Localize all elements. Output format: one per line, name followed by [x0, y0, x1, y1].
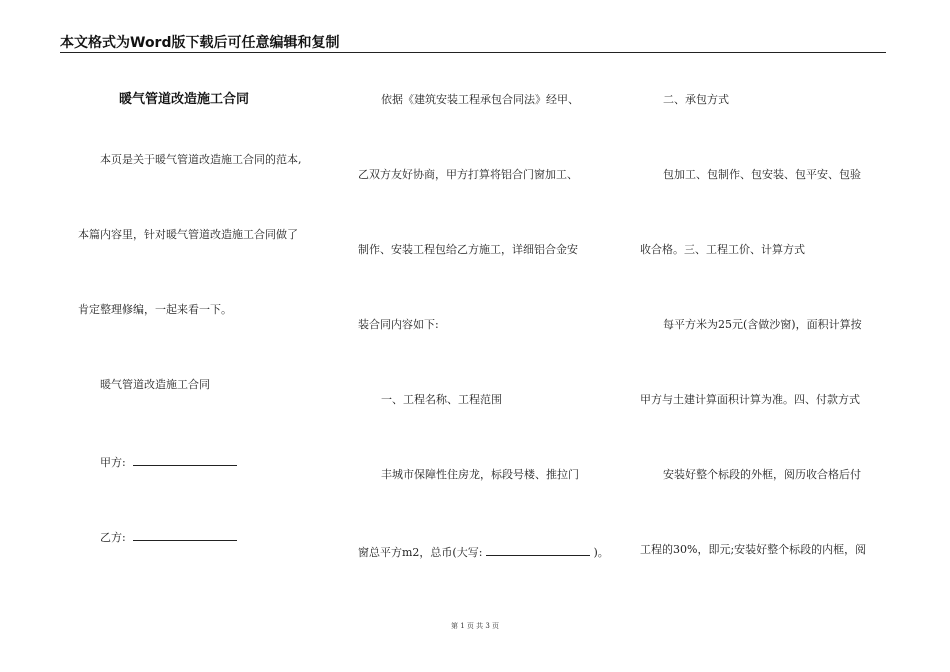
col3-line-2: 包加工、包制作、包安装、包平安、包验 [663, 168, 861, 181]
party-a-blank [133, 453, 237, 466]
col1-line-1: 本页是关于暖气管道改造施工合同的范本, [100, 153, 302, 166]
header-divider [60, 52, 886, 53]
document-banner: 本文格式为Word版下载后可任意编辑和复制 [60, 35, 340, 51]
col1-line-3: 肯定整理修编，一起来看一下。 [78, 303, 232, 316]
col2-line-5: 一、工程名称、工程范围 [381, 393, 502, 406]
col3-line-1: 二、承包方式 [663, 93, 729, 106]
page-number: 第 1 页 共 3 页 [450, 622, 500, 630]
col2-line-6: 丰城市保障性住房龙，标段号楼、推拉门 [381, 468, 579, 481]
col2-line-4: 装合同内容如下: [358, 318, 439, 331]
total-suffix: )。 [593, 546, 609, 559]
party-b-blank [133, 528, 237, 541]
total-prefix: 窗总平方m2，总币(大写: [358, 546, 483, 559]
col3-line-7: 工程的30%，即元;安装好整个标段的内框，阅 [640, 543, 867, 556]
col3-line-5: 甲方与土建计算面积计算为准。四、付款方式 [640, 393, 860, 406]
party-b-label: 乙方: [100, 531, 126, 544]
col1-line-4: 暖气管道改造施工合同 [100, 378, 210, 391]
col3-line-6: 安装好整个标段的外框，阅历收合格后付 [663, 468, 861, 481]
party-a-row [100, 453, 237, 470]
col2-line-3: 制作、安装工程包给乙方施工，详细铝合金安 [358, 243, 578, 256]
col1-line-2: 本篇内容里，针对暖气管道改造施工合同做了 [78, 228, 298, 241]
contract-title: 暖气管道改造施工合同 [119, 92, 250, 107]
col2-line-2: 乙双方友好协商，甲方打算将铝合门窗加工、 [358, 168, 578, 181]
total-amount-blank [486, 543, 590, 556]
party-b-row [100, 528, 237, 545]
col3-line-4: 每平方米为25元(含做沙窗)，面积计算按 [663, 318, 862, 331]
col2-total-row [358, 543, 609, 560]
col3-line-3: 收合格。三、工程工价、计算方式 [640, 243, 805, 256]
party-a-label: 甲方: [100, 456, 126, 469]
col2-line-1: 依据《建筑安装工程承包合同法》经甲、 [381, 93, 579, 106]
